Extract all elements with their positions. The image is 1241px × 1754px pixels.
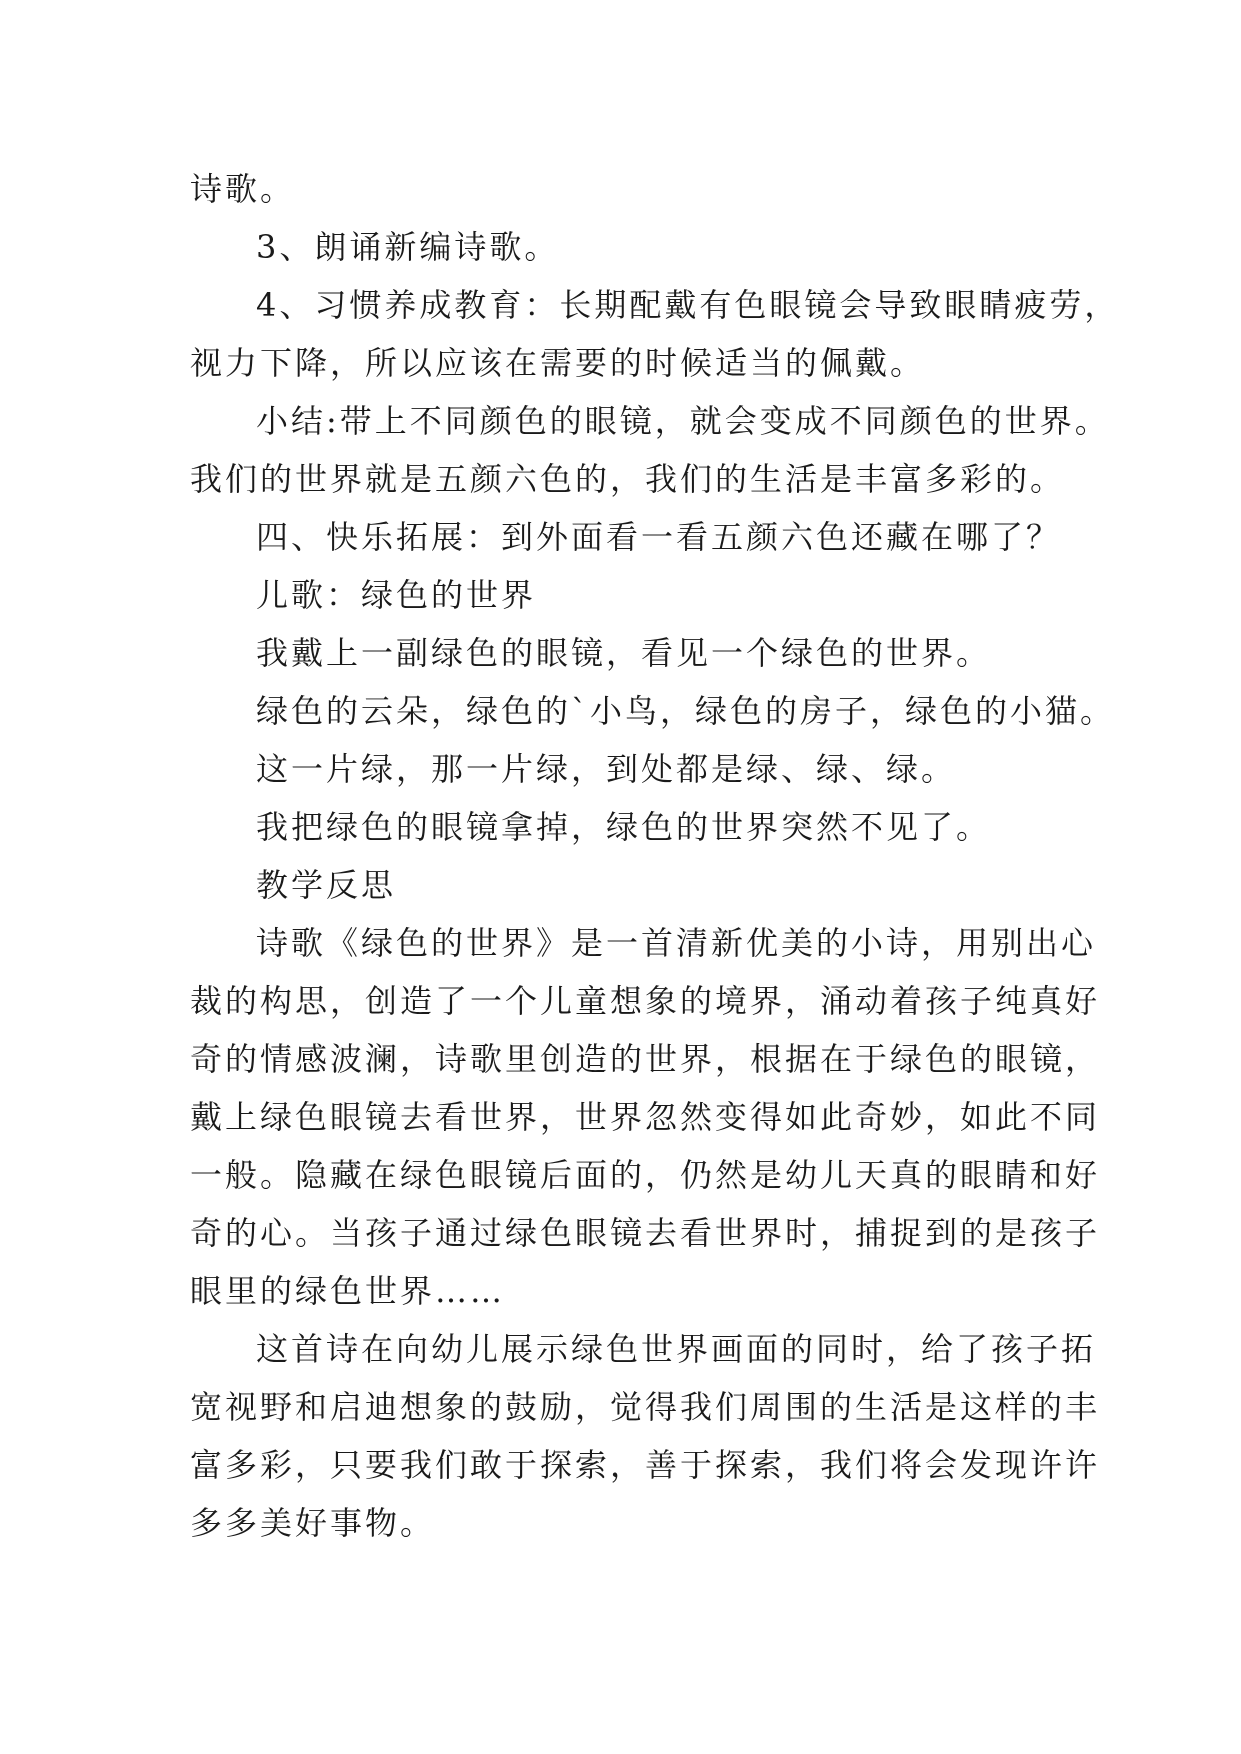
text-line: 3、朗诵新编诗歌。 — [256, 228, 560, 266]
text-line: 儿歌：绿色的世界 — [256, 576, 537, 614]
text-line: 小结:带上不同颜色的眼镜，就会变成不同颜色的世界。 — [256, 402, 1110, 440]
text-line: 富多彩，只要我们敢于探索，善于探索，我们将会发现许许 — [190, 1446, 1101, 1484]
text-line: 这首诗在向幼儿展示绿色世界画面的同时，给了孩子拓 — [256, 1330, 1097, 1368]
text-line: 我把绿色的眼镜拿掉，绿色的世界突然不见了。 — [256, 808, 992, 846]
text-line: 宽视野和启迪想象的鼓励，觉得我们周围的生活是这样的丰 — [190, 1388, 1101, 1426]
text-line: 多多美好事物。 — [190, 1504, 436, 1542]
text-line: 四、快乐拓展：到外面看一看五颜六色还藏在哪了？ — [256, 518, 1062, 556]
text-line: 这一片绿，那一片绿，到处都是绿、绿、绿。 — [256, 750, 957, 788]
text-line: 戴上绿色眼镜去看世界，世界忽然变得如此奇妙，如此不同 — [190, 1098, 1101, 1136]
text-line: 眼里的绿色世界…… — [190, 1272, 506, 1310]
text-line: 绿色的云朵，绿色的`小鸟，绿色的房子，绿色的小猫。 — [256, 692, 1116, 730]
text-line: 视力下降，所以应该在需要的时候适当的佩戴。 — [190, 344, 926, 382]
body-text — [190, 160, 1120, 1552]
text-line: 裁的构思，创造了一个儿童想象的境界，涌动着孩子纯真好 — [190, 982, 1101, 1020]
text-line: 奇的情感波澜，诗歌里创造的世界，根据在于绿色的眼镜， — [190, 1040, 1101, 1078]
text-line: 4、习惯养成教育：长期配戴有色眼镜会导致眼睛疲劳， — [256, 286, 1120, 324]
text-line: 我戴上一副绿色的眼镜，看见一个绿色的世界。 — [256, 634, 992, 672]
text-line: 我们的世界就是五颜六色的，我们的生活是丰富多彩的。 — [190, 460, 1066, 498]
text-line: 诗歌。 — [190, 170, 296, 208]
text-line: 教学反思 — [256, 866, 397, 904]
text-line: 一般。隐藏在绿色眼镜后面的，仍然是幼儿天真的眼睛和好 — [190, 1156, 1101, 1194]
text-line: 奇的心。当孩子通过绿色眼镜去看世界时，捕捉到的是孩子 — [190, 1214, 1101, 1252]
text-line: 诗歌《绿色的世界》是一首清新优美的小诗，用别出心 — [256, 924, 1097, 962]
